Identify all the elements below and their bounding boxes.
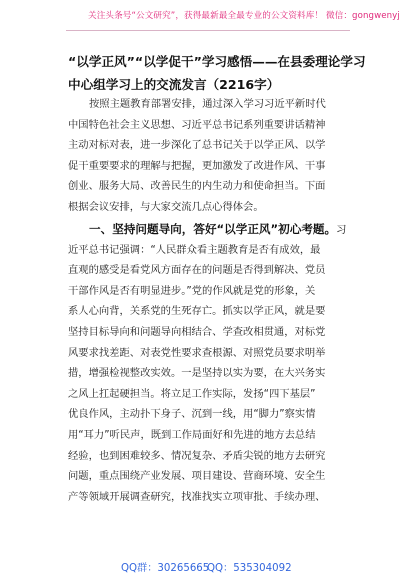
paragraph-section-1 xyxy=(68,219,360,507)
text-line: 问题，重点围绕产业发展、项目建设、营商环境、安全生 xyxy=(68,470,326,483)
text-line: 按照主题教育部署安排，通过深入学习习近平新时代 xyxy=(89,98,326,110)
text-line: 用“耳力”听民声，既到工作局面好和先进的地方去总结 xyxy=(68,428,316,441)
text-fragment: 习 xyxy=(336,224,347,236)
promo-header xyxy=(0,0,408,34)
text-line: 经验，也到困难较多、情况复杂、矛盾尖锐的地方去研究 xyxy=(68,449,326,462)
text-line: 系人心向背，关系党的生死存亡。抓实以学正风，就是要 xyxy=(68,305,326,318)
document-title-line-1: “以学正风”“以学促干”学习感悟——在县委理论学习 xyxy=(68,54,366,69)
text-line: 根据会议安排，与大家交流几点心得体会。 xyxy=(68,200,264,213)
header-divider xyxy=(66,30,350,31)
text-line: 优良作风，主动扑下身子、沉到一线，用“脚力”察实情 xyxy=(68,408,316,421)
qq-contact-label: QQ：535304092 xyxy=(207,563,292,574)
text-line: 促干重要要求的理解与把握，更加激发了改进作风、干事 xyxy=(68,159,326,172)
text-line: 之风上扛起硬担当。将立足工作实际，发扬“四下基层” xyxy=(68,387,316,400)
text-line: 直观的感受是看党风方面存在的问题是否得到解决、党员 xyxy=(68,264,326,277)
qq-group-label: QQ群：30265665 xyxy=(121,563,210,574)
text-line: 产等领域开展调查研究，找准找实立项审批、手续办理、 xyxy=(68,490,326,503)
text-line: 坚持目标导向和问题导向相结合、学查改相贯通，对标党 xyxy=(68,325,326,338)
section-heading: 一、坚持问题导向，答好“以学正风”初心考题。 xyxy=(89,222,337,236)
document-title-line-2: 中心组学习上的交流发言（2216字） xyxy=(68,77,280,92)
text-line: 创业、服务大局、改善民生的内生动力和使命担当。下面 xyxy=(68,180,326,193)
promo-footer xyxy=(0,556,408,578)
text-line: 措，增强检视整改实效。一是坚持以实为要，在大兴务实 xyxy=(68,367,326,380)
text-line: 风要求找差距、对表党性要求查根源、对照党员要求明举 xyxy=(68,346,326,359)
text-line: 近平总书记强调：“人民群众看主题教育是否有成效，最 xyxy=(68,243,321,256)
text-line: 干部作风是否有明显进步。”党的作风就是党的形象，关 xyxy=(68,284,316,297)
promo-text: 关注头条号“公文研究”，获得最新最全最专业的公文资料库！ 微信：gongwenyj xyxy=(88,11,400,21)
text-line: 中国特色社会主义思想、习近平总书记系列重要讲话精神 xyxy=(68,118,326,131)
section-heading-line xyxy=(68,219,360,240)
paragraph-intro xyxy=(68,94,360,218)
text-line: 主动对标对表，进一步深化了总书记关于以学正风、以学 xyxy=(68,139,326,152)
